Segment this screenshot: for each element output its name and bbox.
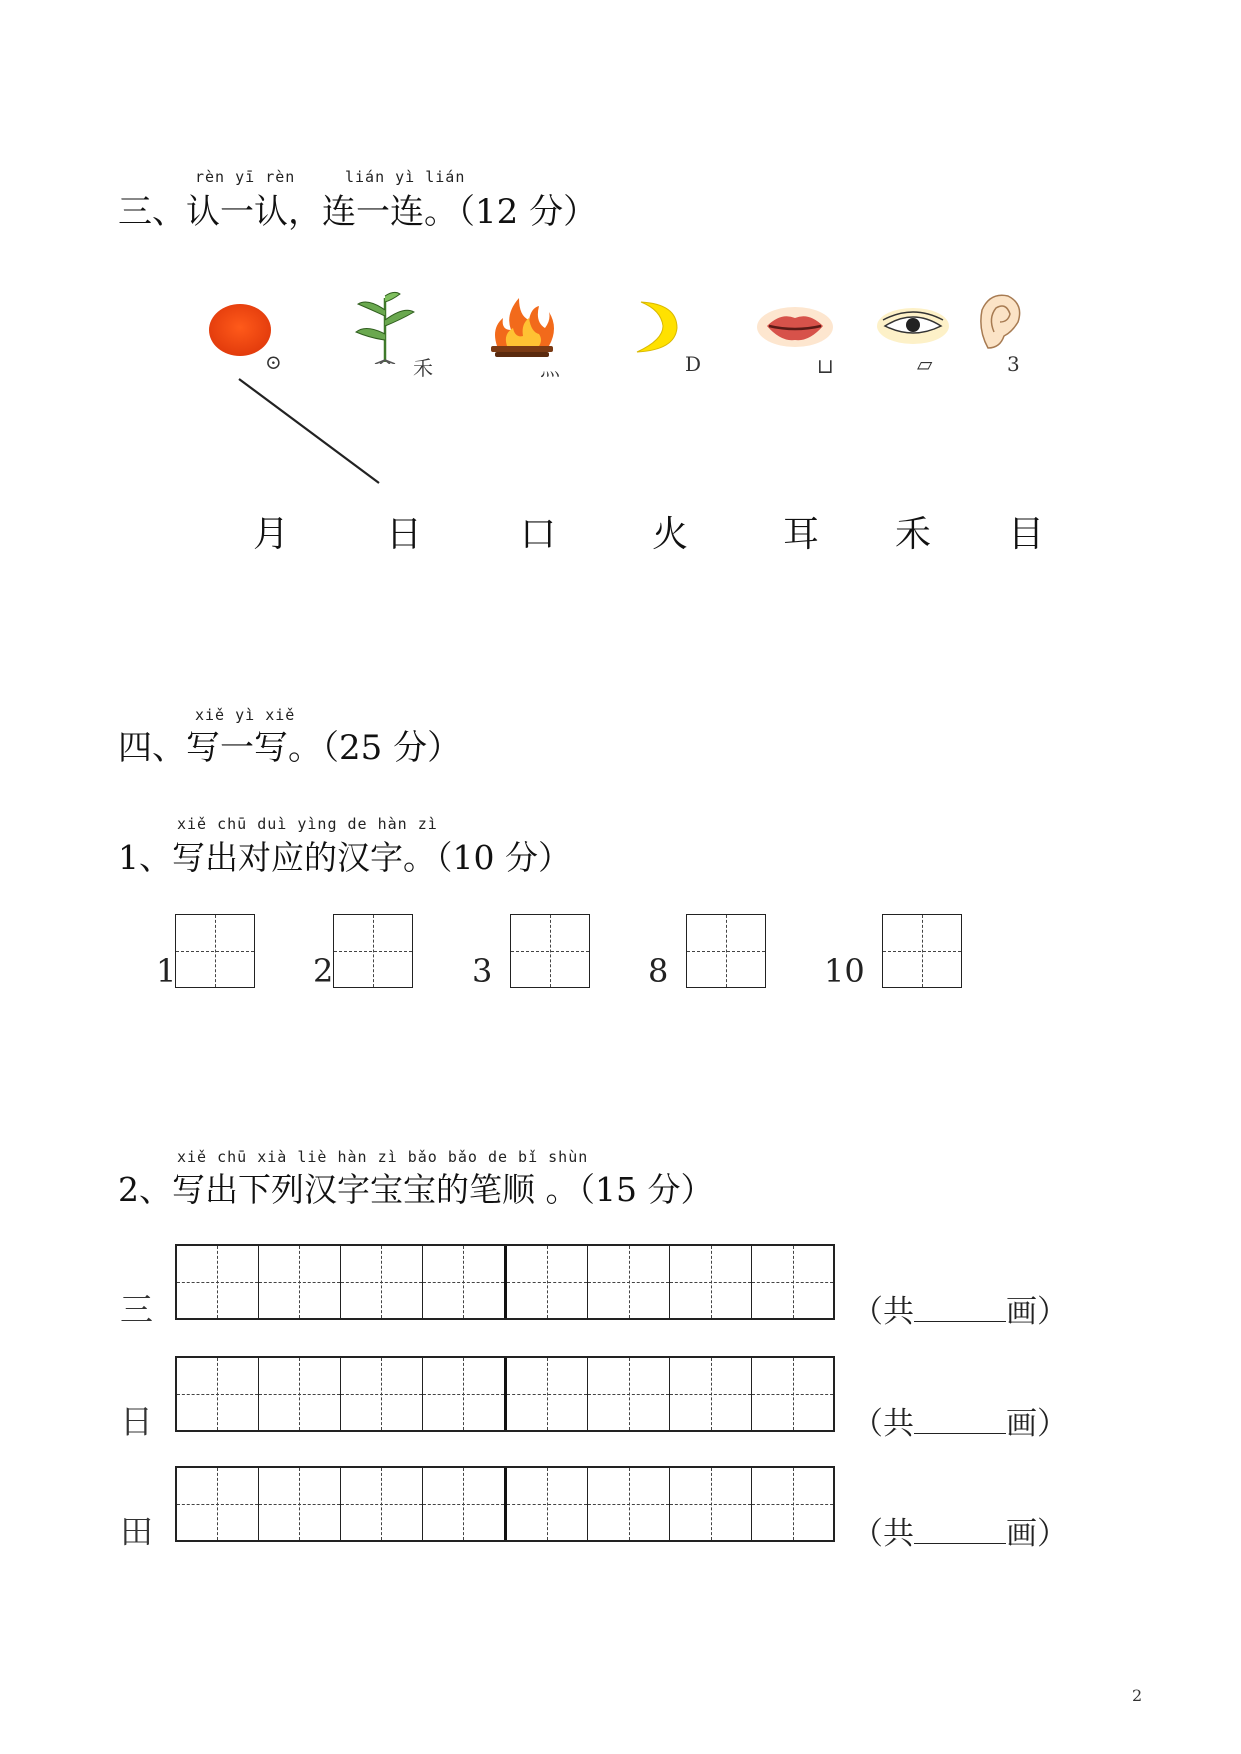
match-char-huo[interactable]: 火 [652,514,689,555]
number-label-8: 8 [648,952,669,990]
stroke-grid-san[interactable] [175,1244,835,1320]
page-number: 2 [1132,1686,1143,1705]
number-label-1: 1 [156,952,177,990]
match-char-kou[interactable]: 口 [520,514,557,555]
section4-title: 四、写一写。（25 分） [118,728,462,768]
match-char-yue[interactable]: 月 [253,514,290,555]
sun-pictograph: ⊙ [265,350,282,374]
mouth-icon [755,304,835,354]
answer-box-1[interactable] [175,914,255,988]
ear-icon [970,290,1026,358]
match-char-er[interactable]: 耳 [783,514,820,555]
answer-box-8[interactable] [686,914,766,988]
section3-pinyin-1: rèn yī rèn [195,168,296,186]
sun-icon [207,300,273,364]
stroke-count-suffix: 画） [1006,1516,1068,1552]
mouth-pictograph: ⊔ [817,354,834,378]
stroke-grid-tian[interactable] [175,1466,835,1542]
number-label-10: 10 [824,952,865,990]
stroke-count-blank-tian[interactable] [914,1517,1006,1544]
stroke-count-tian [852,1508,1068,1553]
part1-pinyin: xiě chū duì yìng de hàn zì [177,815,438,833]
stroke-count-blank-san[interactable] [914,1295,1006,1322]
fire-pictograph: 灬 [540,356,560,380]
section3-title: 三、认一认，连一连。（12 分） [118,192,598,232]
match-char-mu[interactable]: 目 [1008,514,1045,555]
match-char-he[interactable]: 禾 [895,514,932,555]
ear-pictograph: 3 [1007,352,1020,376]
stroke-count-suffix: 画） [1006,1294,1068,1330]
part2-title: 2、写出下列汉字宝宝的笔顺 。（15 分） [118,1170,714,1209]
answer-box-3[interactable] [510,914,590,988]
plant-icon [350,290,420,368]
match-char-ri[interactable]: 日 [386,514,423,555]
eye-pictograph: ▱ [917,352,933,376]
stroke-count-san [852,1286,1068,1331]
answer-box-10[interactable] [882,914,962,988]
example-connect-line [235,375,385,487]
section3-pinyin-2: lián yì lián [345,168,466,186]
stroke-grid-ri[interactable] [175,1356,835,1432]
moon-icon [627,296,687,360]
plant-pictograph: 禾 [413,356,433,380]
stroke-char-tian: 田 [120,1512,153,1551]
part1-title: 1、写出对应的汉字。（10 分） [118,838,571,877]
part2-pinyin: xiě chū xià liè hàn zì bǎo bǎo de bǐ shùn [177,1148,589,1166]
moon-pictograph: D [685,352,702,376]
stroke-count-suffix: 画） [1006,1406,1068,1442]
stroke-count-ri [852,1398,1068,1443]
number-label-3: 3 [472,952,493,990]
stroke-count-blank-ri[interactable] [914,1407,1006,1434]
eye-icon [875,306,951,350]
answer-box-2[interactable] [333,914,413,988]
stroke-char-ri: 日 [120,1402,153,1441]
stroke-count-prefix: （共 [852,1406,914,1442]
stroke-char-san: 三 [120,1290,153,1329]
stroke-count-prefix: （共 [852,1516,914,1552]
section4-pinyin: xiě yì xiě [195,706,296,724]
stroke-count-prefix: （共 [852,1294,914,1330]
number-label-2: 2 [313,952,334,990]
